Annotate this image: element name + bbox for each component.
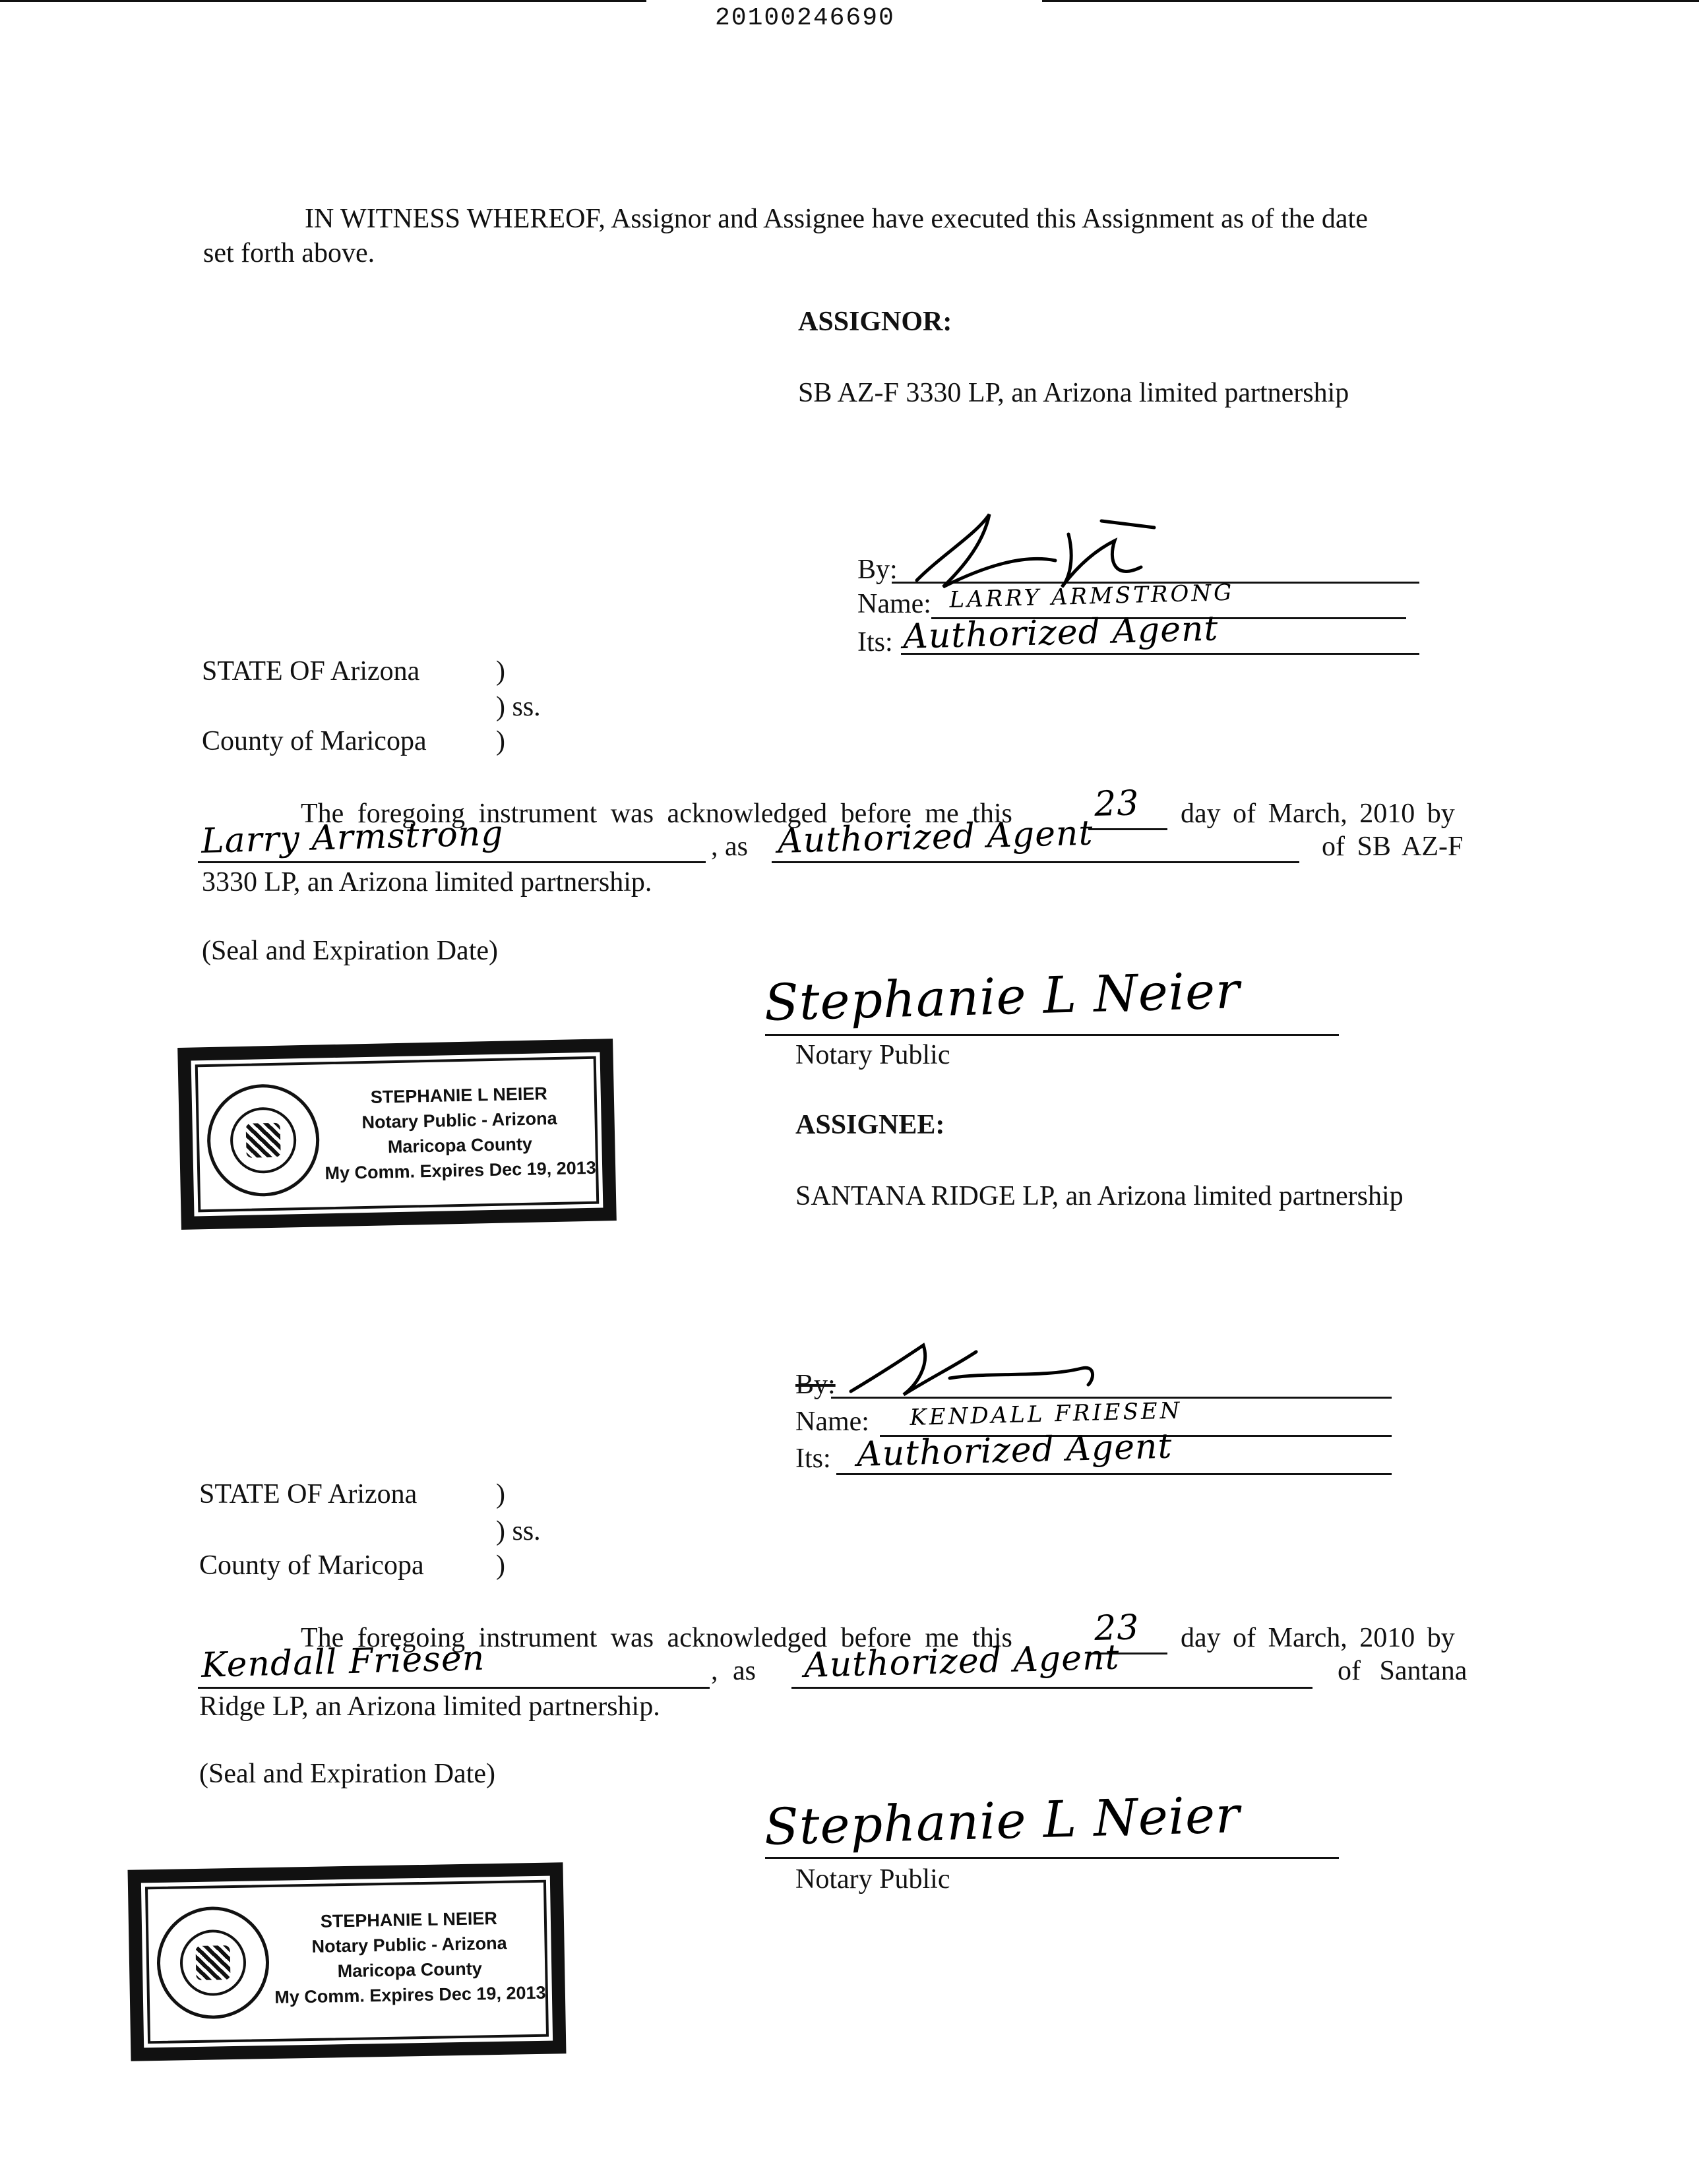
- assignee-by-label: By:: [795, 1370, 836, 1400]
- stamp1-expires: My Comm. Expires Dec 19, 2013: [324, 1157, 597, 1184]
- ack1-as-label: , as: [711, 832, 748, 862]
- ack2-notary-label: Notary Public: [795, 1864, 950, 1895]
- assignee-heading: ASSIGNEE:: [795, 1110, 945, 1140]
- assignee-entity: SANTANA RIDGE LP, an Arizona limited partnership: [795, 1181, 1404, 1211]
- ack1-notary-signature: Stephanie L Neier: [763, 961, 1241, 1032]
- ack1-notary-line: [765, 1034, 1339, 1036]
- assignor-by-label: By:: [857, 555, 898, 585]
- stamp1-title: Notary Public - Arizona: [361, 1108, 557, 1133]
- stamp1-county: Maricopa County: [387, 1134, 533, 1157]
- venue1-state: STATE OF Arizona: [202, 656, 420, 686]
- stamp2-name: STEPHANIE L NEIER: [320, 1908, 498, 1931]
- witness-line-1: IN WITNESS WHEREOF, Assignor and Assignee have executed this Assignment as of the date: [305, 204, 1368, 234]
- ack2-line1-start: The foregoing instrument was acknowledged before me this: [301, 1623, 1012, 1653]
- ack1-day: 23: [1094, 783, 1140, 824]
- ack1-seal-label: (Seal and Expiration Date): [202, 936, 498, 966]
- witness-line-2: set forth above.: [203, 238, 375, 268]
- seal-inner-ring: [230, 1107, 297, 1174]
- ack2-line1-end: day of March, 2010 by: [1181, 1623, 1455, 1653]
- assignee-its-label: Its:: [795, 1443, 831, 1474]
- ack2-signer-line: [198, 1687, 710, 1689]
- assignor-heading: ASSIGNOR:: [798, 307, 952, 337]
- venue1-ss: ) ss.: [496, 692, 541, 722]
- ack1-line1-start: The foregoing instrument was acknowledged before me this: [301, 799, 1012, 829]
- ack2-day: 23: [1094, 1608, 1140, 1649]
- venue1-paren-bottom: ): [496, 726, 505, 756]
- top-edge-right: [1042, 0, 1699, 2]
- ack2-capacity-line: [791, 1687, 1313, 1689]
- venue1-county: County of Maricopa: [202, 726, 427, 756]
- ack1-line1-end: day of March, 2010 by: [1181, 799, 1455, 829]
- ack1-day-line: [1088, 828, 1167, 830]
- ack1-signer: Larry Armstrong: [201, 814, 505, 861]
- venue2-ss: ) ss.: [496, 1516, 541, 1546]
- assignee-its-line: [836, 1473, 1392, 1475]
- assignor-name-handwritten: LARRY ARMSTRONG: [948, 579, 1235, 613]
- venue2-county: County of Maricopa: [199, 1550, 424, 1581]
- seal-inner-ring: [179, 1929, 247, 1997]
- top-edge-left: [0, 0, 646, 2]
- ack1-capacity-line: [772, 861, 1299, 863]
- ack1-of-text: of SB AZ-F: [1322, 832, 1464, 862]
- ack1-notary-label: Notary Public: [795, 1040, 950, 1070]
- venue2-state: STATE OF Arizona: [199, 1479, 417, 1509]
- stamp2-expires: My Comm. Expires Dec 19, 2013: [274, 1982, 546, 2007]
- stamp2-county: Maricopa County: [337, 1958, 482, 1982]
- assignee-its-handwritten: Authorized Agent: [856, 1426, 1173, 1474]
- stamp2-title: Notary Public - Arizona: [311, 1933, 507, 1957]
- assignor-name-label: Name:: [857, 589, 931, 619]
- assignor-its-handwritten: Authorized Agent: [902, 609, 1220, 657]
- assignor-entity: SB AZ-F 3330 LP, an Arizona limited partnership: [798, 378, 1349, 408]
- seal-emblem-icon: [246, 1123, 281, 1158]
- assignee-name-handwritten: KENDALL FRIESEN: [909, 1397, 1183, 1431]
- venue1-paren-top: ): [496, 656, 505, 686]
- ack2-signer: Kendall Friesen: [201, 1638, 485, 1685]
- stamp2-text: [267, 1905, 553, 2010]
- venue2-paren-top: ): [496, 1479, 505, 1509]
- ack1-signer-line: [198, 861, 706, 863]
- seal-emblem-icon: [196, 1945, 231, 1980]
- notary-stamp-1: [177, 1039, 617, 1230]
- ack2-notary-signature: Stephanie L Neier: [763, 1785, 1241, 1856]
- stamp1-name: STEPHANIE L NEIER: [370, 1083, 548, 1107]
- ack2-capacity: Authorized Agent: [803, 1637, 1121, 1685]
- document-number: 20100246690: [715, 4, 895, 32]
- ack2-line3: Ridge LP, an Arizona limited partnership.: [199, 1691, 660, 1722]
- ack1-line3: 3330 LP, an Arizona limited partnership.: [202, 867, 652, 897]
- ack1-capacity: Authorized Agent: [777, 813, 1094, 861]
- assignee-name-label: Name:: [795, 1407, 869, 1437]
- notary-stamp-2: [128, 1862, 567, 2061]
- venue2-paren-bottom: ): [496, 1550, 505, 1581]
- stamp1-text: [317, 1080, 602, 1186]
- ack2-as-label: , as: [711, 1656, 756, 1686]
- assignor-its-label: Its:: [857, 627, 893, 657]
- ack2-notary-line: [765, 1857, 1339, 1859]
- ack2-of-text: of Santana: [1338, 1656, 1467, 1686]
- ack2-seal-label: (Seal and Expiration Date): [199, 1759, 495, 1789]
- assignee-signature: [844, 1332, 1121, 1405]
